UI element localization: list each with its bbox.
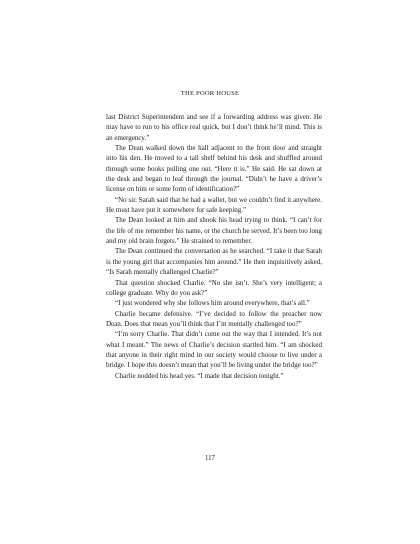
paragraph: last District Superintendent and see if a forwarding address was given. He may have to run to his office real quick, but I don’t think he’ll mind. This is an emergency.” <box>106 113 322 142</box>
paragraph: “No sir. Sarah said that he had a wallet, but we couldn’t find it anywhere. He must have put it somewhere for safe keeping.” <box>106 195 322 215</box>
paragraph: Charlie nodded his head yes. “I made that decision tonight.” <box>115 371 284 380</box>
paragraph: The Dean continued the conversation as he searched. “I take it that Sarah is the young girl that accompanies him around.” He then inquisitively asked, “Is Sarah mentally challenged Charlie?” <box>106 247 322 277</box>
body-text <box>106 112 322 381</box>
paragraph: That question shocked Charlie. “No she isn’t. She’s very intelligent; a college graduate. Why do you ask?” <box>106 278 322 297</box>
paragraph: The Dean walked down the hall adjacent to the front door and straight into his den. He moved to a tall shelf behind his desk and shuffled around through some books pulling one out. “Here it is.” He said. He sat down at the desk and began to leaf through the journal. “Didn’t he have a driver’s license on him or some form of identification?” <box>106 144 322 194</box>
paragraph: “I’m sorry Charlie. That didn’t come out the way that I intended. It’s not what I meant.” The news of Charlie’s decision startled him. “I am shocked that anyone in their right mind in our society would choose to live under a bridge. I hope this doesn’t mean that you’ll be living under the bridge too?” <box>106 330 322 370</box>
paragraph: The Dean looked at him and shook his head trying to think. “I can’t for the life of me remember his name, or the church he served. It’s been too long and my old brain forgets.” He strained to remember. <box>106 216 322 246</box>
page-number: 117 <box>205 455 215 462</box>
running-head: THE POOR HOUSE <box>180 90 240 97</box>
paragraph: “I just wondered why she follows him around everywhere, that’s all.” <box>115 299 310 308</box>
paragraph: Charlie became defensive. “I’ve decided to follow the preacher now Dean. Does that mean you’ll think that I’m mentally challenged too?” <box>106 309 322 328</box>
